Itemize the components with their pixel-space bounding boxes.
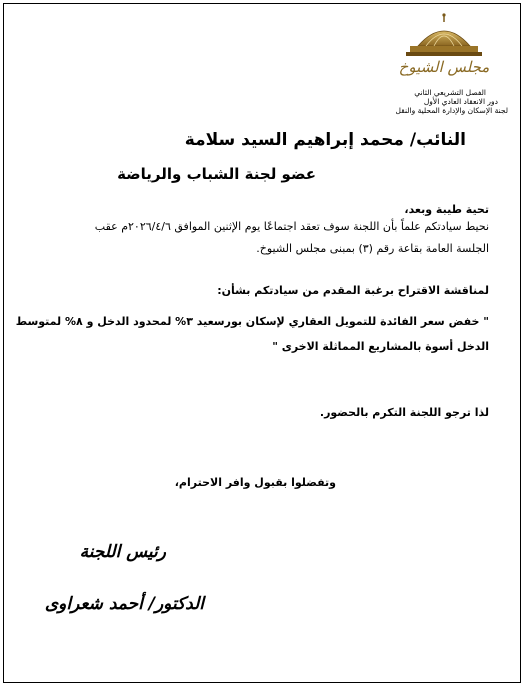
body-paragraph-line2: الجلسة العامة بقاعة رقم (٣) بمبنى مجلس الشيوخ. [256,242,489,255]
addressee-role: عضو لجنة الشباب والرياضة [117,165,316,183]
signature-label: رئيس اللجنة [79,542,166,562]
proposal-line1: " خفض سعر الفائدة للتمويل العقاري لإسكان بورسعيد ٣% لمحدود الدخل و ٨% لمتوسط [15,315,489,328]
proposal-line2: الدخل أسوة بالمشاريع المماثلة الاخرى " [272,340,489,353]
header-session: دور الانعقاد العادي الأول [423,97,498,106]
header-committee: لجنة الإسكان والإدارة المحلية والنقل [395,106,508,115]
body-paragraph-line1: نحيط سيادتكم علماً بأن اللجنة سوف تعقد اجتماعًا يوم الإثنين الموافق ٢٠٢٦/٤/٦م عقب [94,220,489,233]
senate-dome-logo [396,12,492,88]
logo-wordmark: مجلس الشيوخ [398,58,490,76]
discussion-intro: لمناقشة الاقتراح برغبة المقدم من سيادتكم بشأن: [217,284,489,297]
greeting: تحية طيبة وبعد، [404,203,489,216]
signature-name: الدكتور/ أحمد شعراوى [44,594,204,614]
header-legislative-term: الفصل التشريعي الثاني [414,88,486,97]
closing-salutation: وتفضلوا بقبول وافر الاحترام، [174,476,336,489]
addressee-name: النائب/ محمد إبراهيم السيد سلامة [184,130,466,150]
attendance-request: لذا ترجو اللجنة التكرم بالحضور. [319,406,489,419]
